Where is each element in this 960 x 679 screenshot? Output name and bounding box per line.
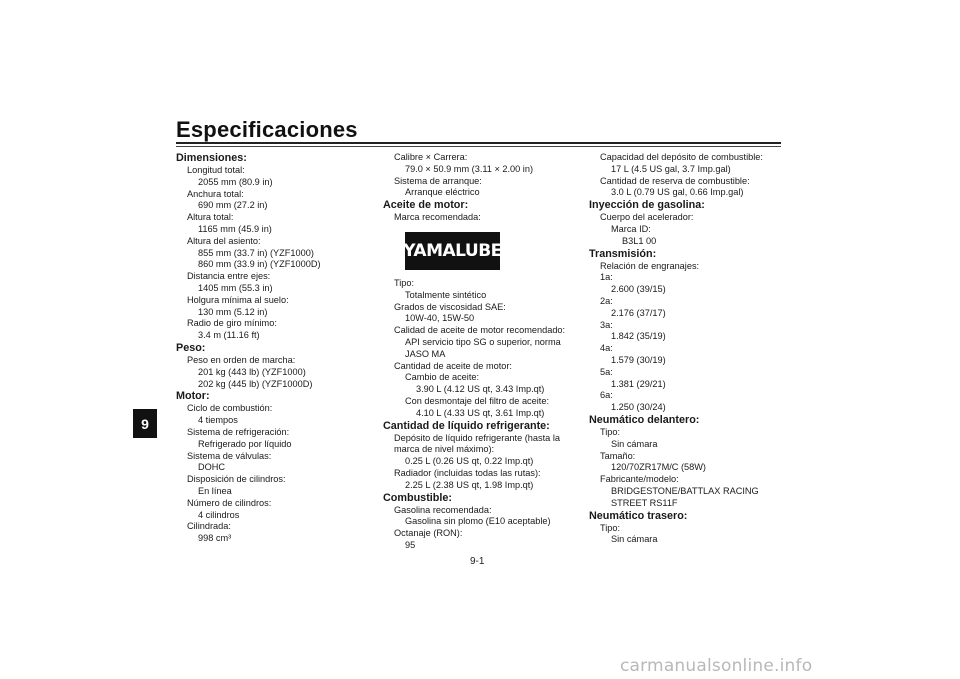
spec-line: Arranque eléctrico: [405, 187, 480, 198]
spec-column-2: [383, 152, 581, 552]
spec-column-3: [589, 152, 787, 546]
spec-line: Con desmontaje del filtro de aceite:: [405, 395, 550, 406]
spec-line: 2055 mm (80.9 in): [198, 176, 273, 187]
spec-line: 79.0 × 50.9 mm (3.11 × 2.00 in): [405, 163, 534, 174]
spec-line: Grados de viscosidad SAE:: [394, 301, 506, 312]
spec-line: Calidad de aceite de motor recomendado:: [394, 325, 566, 336]
spec-line: Octanaje (RON):: [394, 528, 463, 539]
spec-line: 3.0 L (0.79 US gal, 0.66 Imp.gal): [611, 187, 744, 198]
spec-line: Holgura mínima al suelo:: [187, 294, 289, 305]
spec-line: Refrigerado por líquido: [198, 438, 292, 449]
spec-line: 95: [405, 539, 416, 550]
spec-line: 0.25 L (0.26 US qt, 0.22 Imp.qt): [405, 456, 534, 467]
spec-line: 10W-40, 15W-50: [405, 313, 475, 324]
spec-line: 201 kg (443 lb) (YZF1000): [198, 366, 306, 377]
spec-column-1: [176, 152, 374, 545]
spec-line: 3.90 L (4.12 US qt, 3.43 Imp.qt): [416, 384, 545, 395]
yamalube-logo: YAMALUBE: [405, 232, 500, 270]
title-rule: [176, 142, 781, 144]
spec-line: Tipo:: [600, 522, 621, 533]
spec-line: 690 mm (27.2 in): [198, 200, 268, 211]
chapter-tab: 9: [133, 409, 157, 438]
spec-line: 4 tiempos: [198, 415, 238, 426]
spec-line: Totalmente sintético: [405, 289, 487, 300]
spec-line: 4.10 L (4.33 US qt, 3.61 Imp.qt): [416, 407, 545, 418]
spec-line: 2a:: [600, 295, 613, 306]
spec-line: 1405 mm (55.3 in): [198, 282, 273, 293]
page-title: Especificaciones: [176, 117, 358, 142]
spec-line: 1.250 (30/24): [611, 402, 666, 413]
spec-line: Disposición de cilindros:: [187, 474, 286, 485]
spec-line: DOHC: [198, 462, 226, 473]
spec-line: 6a:: [600, 390, 613, 401]
spec-line: Calibre × Carrera:: [394, 152, 468, 162]
spec-line: 1165 mm (45.9 in): [198, 223, 272, 234]
spec-line: Radiador (incluidas todas las rutas):: [394, 467, 541, 478]
spec-line: 202 kg (445 lb) (YZF1000D): [198, 378, 313, 389]
section-heading: Dimensiones:: [176, 152, 247, 164]
section-heading: Cantidad de líquido refrigerante:: [383, 419, 550, 432]
spec-line: Tamaño:: [600, 450, 636, 461]
title-rule-thin: [176, 146, 781, 147]
spec-line: 855 mm (33.7 in) (YZF1000): [198, 247, 314, 258]
spec-line: Sistema de refrigeración:: [187, 426, 290, 437]
section-heading: Neumático delantero:: [589, 413, 700, 426]
spec-line: Radio de giro mínimo:: [187, 318, 277, 329]
spec-line: 2.25 L (2.38 US qt, 1.98 Imp.qt): [405, 479, 534, 490]
spec-line: Cuerpo del acelerador:: [600, 212, 694, 223]
section-heading: Peso:: [176, 341, 206, 354]
spec-line: Altura total:: [187, 212, 234, 223]
spec-line: BRIDGESTONE/BATTLAX RACING: [611, 485, 759, 496]
spec-line: Longitud total:: [187, 165, 245, 175]
spec-line: Anchura total:: [187, 188, 244, 199]
spec-line: 1a:: [600, 272, 613, 283]
spec-line: Sistema de válvulas:: [187, 450, 272, 461]
spec-line: Ciclo de combustión:: [187, 403, 273, 414]
spec-line: Capacidad del depósito de combustible:: [600, 152, 763, 162]
spec-line: Relación de engranajes:: [600, 260, 700, 271]
spec-line: marca de nivel máximo):: [394, 444, 495, 455]
spec-line: Sin cámara: [611, 534, 658, 545]
section-heading: Aceite de motor:: [383, 199, 469, 212]
spec-line: 17 L (4.5 US gal, 3.7 Imp.gal): [611, 163, 731, 174]
spec-line: 3a:: [600, 319, 613, 330]
spec-line: Cilindrada:: [187, 521, 231, 532]
section-heading: Transmisión:: [589, 247, 657, 260]
spec-line: 3.4 m (11.16 ft): [198, 330, 260, 341]
spec-line: Cantidad de aceite de motor:: [394, 360, 512, 371]
spec-line: Tipo:: [600, 426, 621, 437]
spec-line: API servicio tipo SG o superior, norma: [405, 336, 561, 347]
spec-line: Gasolina recomendada:: [394, 504, 492, 515]
spec-line: Marca recomendada:: [394, 212, 481, 223]
spec-line: En línea: [198, 485, 232, 496]
spec-line: 5a:: [600, 366, 613, 377]
spec-line: 130 mm (5.12 in): [198, 306, 268, 317]
spec-line: Gasolina sin plomo (E10 aceptable): [405, 516, 551, 527]
spec-line: 1.579 (30/19): [611, 354, 666, 365]
spec-line: 1.842 (35/19): [611, 331, 666, 342]
section-heading: Motor:: [176, 390, 210, 403]
spec-line: Sistema de arranque:: [394, 175, 482, 186]
spec-line: 120/70ZR17M/C (58W): [611, 462, 706, 473]
page-number: 9-1: [470, 556, 485, 567]
spec-line: Cantidad de reserva de combustible:: [600, 175, 750, 186]
spec-line: 860 mm (33.9 in) (YZF1000D): [198, 259, 321, 270]
watermark: carmanualsonline.info: [620, 656, 813, 676]
section-heading: Inyección de gasolina:: [589, 199, 705, 212]
spec-line: B3L1 00: [622, 235, 657, 246]
spec-line: STREET RS11F: [611, 497, 678, 508]
section-heading: Neumático trasero:: [589, 509, 688, 522]
spec-line: Peso en orden de marcha:: [187, 354, 296, 365]
spec-line: Cambio de aceite:: [405, 372, 480, 383]
spec-line: Altura del asiento:: [187, 235, 261, 246]
spec-line: Marca ID:: [611, 223, 651, 234]
spec-line: 4a:: [600, 343, 613, 354]
spec-line: JASO MA: [405, 348, 446, 359]
section-heading: Combustible:: [383, 491, 452, 504]
spec-line: Tipo:: [394, 277, 415, 288]
spec-line: 998 cm³: [198, 533, 232, 544]
spec-line: Fabricante/modelo:: [600, 474, 679, 485]
spec-line: Depósito de líquido refrigerante (hasta la: [394, 432, 560, 443]
spec-line: Número de cilindros:: [187, 497, 272, 508]
spec-line: 4 cilindros: [198, 509, 240, 520]
spec-line: 2.600 (39/15): [611, 284, 666, 295]
spec-line: 2.176 (37/17): [611, 307, 666, 318]
spec-line: Distancia entre ejes:: [187, 271, 271, 282]
spec-line: 1.381 (29/21): [611, 378, 666, 389]
spec-line: Sin cámara: [611, 438, 658, 449]
